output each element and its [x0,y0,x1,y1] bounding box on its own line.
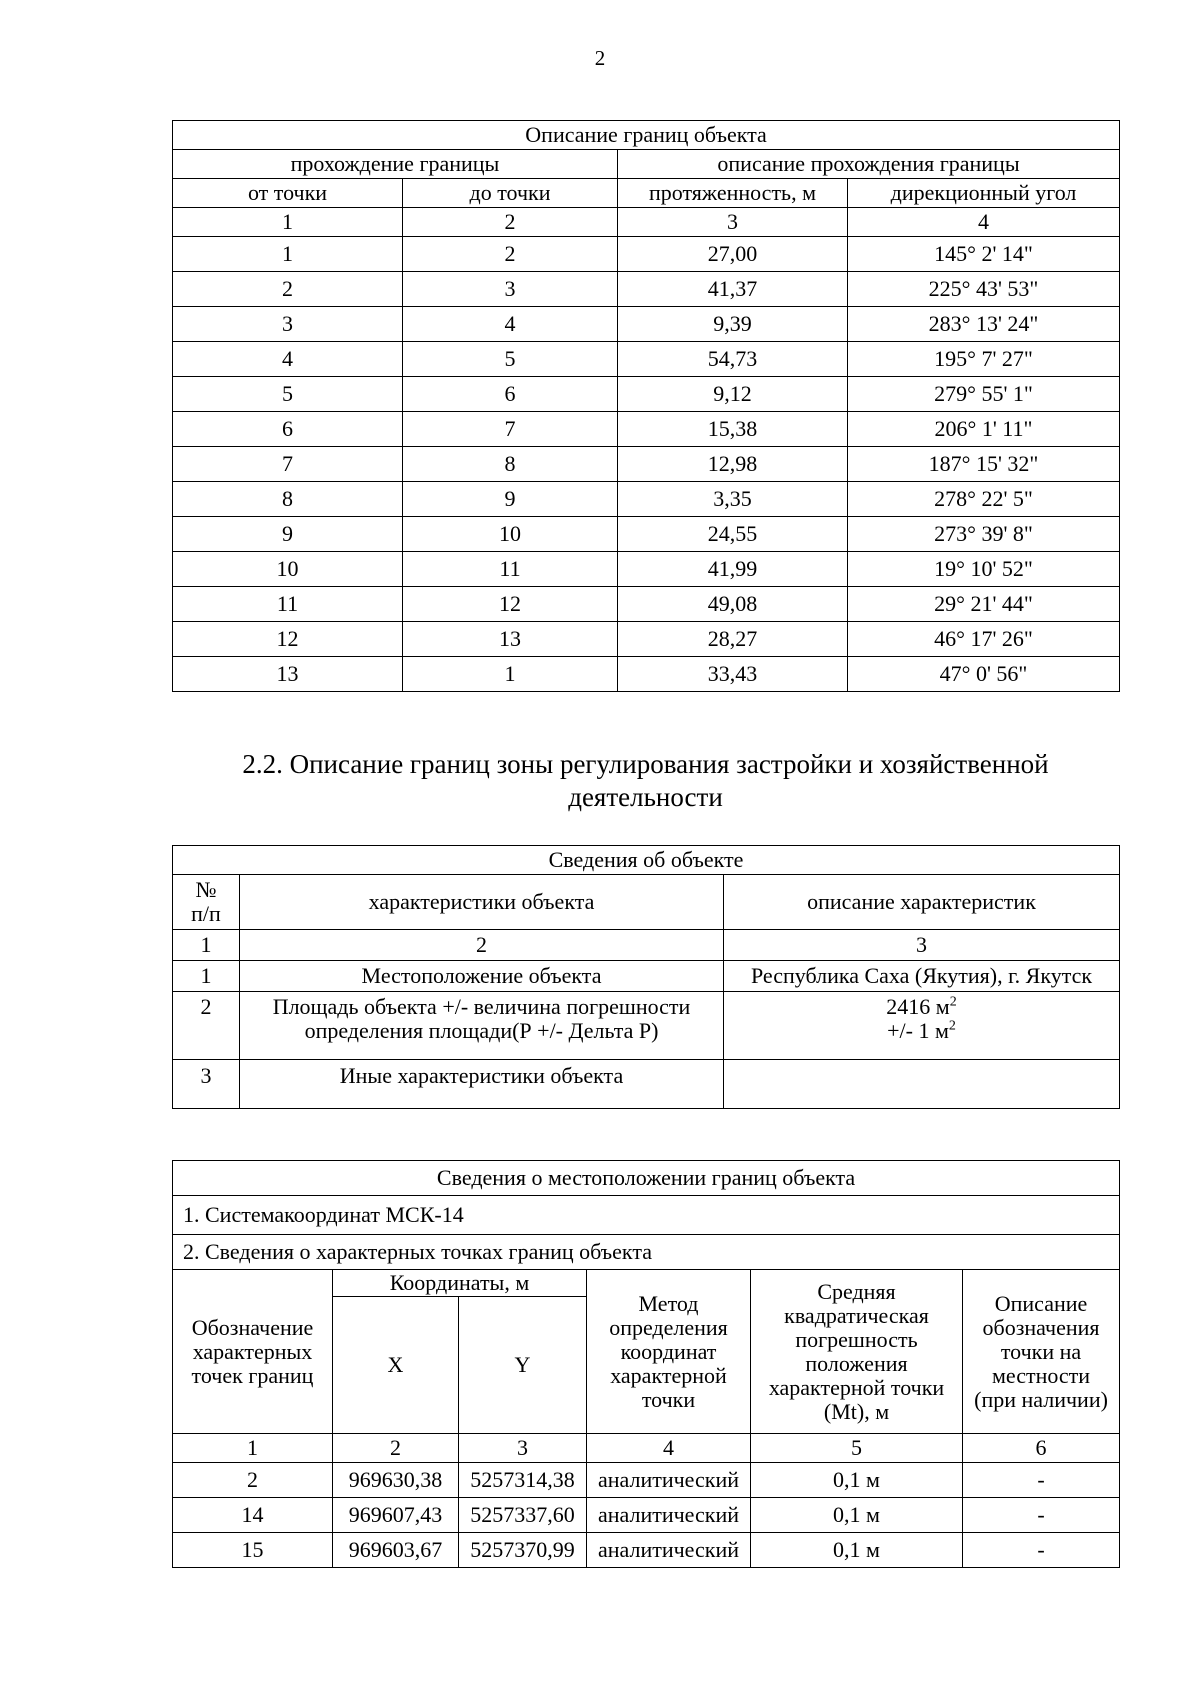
cell-number: 3 [173,1060,240,1109]
cell-length: 41,37 [618,272,848,307]
cell-to: 3 [403,272,618,307]
cell-length: 12,98 [618,447,848,482]
section-heading [172,748,1119,814]
cell-to: 9 [403,482,618,517]
table-row [173,342,1120,377]
column-number: 2 [333,1434,459,1463]
number-sign: № [195,877,217,902]
cell-from: 3 [173,307,403,342]
table-row [173,961,1120,992]
cell-other-description [724,1060,1120,1109]
cell-angle: 145° 2' 14" [848,237,1120,272]
cell-from: 4 [173,342,403,377]
cell-area [724,992,1120,1060]
cell-x: 969603,67 [333,1533,459,1568]
cell-from: 11 [173,587,403,622]
cell-from: 10 [173,552,403,587]
cell-from: 13 [173,657,403,692]
location-table [172,1160,1120,1568]
cell-number: 2 [173,992,240,1060]
table-row [173,1060,1120,1109]
cell-angle: 279° 55' 1" [848,377,1120,412]
table-row [173,992,1120,1060]
cell-x: 969630,38 [333,1463,459,1498]
points-heading: 2. Сведения о характерных точках границ объекта [173,1235,1120,1270]
cell-characteristic [240,992,724,1060]
cell-angle: 283° 13' 24" [848,307,1120,342]
cell-location: Республика Саха (Якутия), г. Якутск [724,961,1120,992]
cell-point-description: - [963,1463,1120,1498]
cell-y: 5257314,38 [459,1463,587,1498]
column-number: 2 [403,208,618,237]
table-row [173,237,1120,272]
cell-angle: 47° 0' 56" [848,657,1120,692]
cell-x: 969607,43 [333,1498,459,1533]
cell-to: 7 [403,412,618,447]
cell-angle: 46° 17' 26" [848,622,1120,657]
cell-angle: 187° 15' 32" [848,447,1120,482]
location-table-title: Сведения о местоположении границ объекта [173,1161,1120,1196]
cell-to: 10 [403,517,618,552]
cell-from: 8 [173,482,403,517]
column-header-from: от точки [173,179,403,208]
cell-point: 2 [173,1463,333,1498]
cell-length: 24,55 [618,517,848,552]
object-info-table [172,845,1120,1109]
cell-number: 1 [173,961,240,992]
table-row [173,552,1120,587]
column-numbers-row [173,1434,1120,1463]
cell-from: 9 [173,517,403,552]
cell-error: 0,1 м [751,1498,963,1533]
cell-from: 7 [173,447,403,482]
table-row [173,447,1120,482]
cell-length: 28,27 [618,622,848,657]
cell-from: 6 [173,412,403,447]
table-row [173,517,1120,552]
table-row [173,1498,1120,1533]
cell-from: 5 [173,377,403,412]
area-value [727,995,1116,1019]
column-numbers-row [173,930,1120,961]
table-row [173,482,1120,517]
column-header-angle: дирекционный угол [848,179,1120,208]
cell-to: 12 [403,587,618,622]
boundary-table [172,120,1120,692]
column-header-characteristics: характеристики объекта [240,875,724,930]
column-header-point-description: Описание обозначения точки на местности (при наличии) [963,1270,1120,1434]
cell-from: 12 [173,622,403,657]
column-number: 3 [459,1434,587,1463]
cell-y: 5257337,60 [459,1498,587,1533]
cell-to: 6 [403,377,618,412]
table-row [173,377,1120,412]
area-number: 2416 м [886,994,950,1019]
table-row [173,272,1120,307]
column-number: 4 [848,208,1120,237]
cell-angle: 19° 10' 52" [848,552,1120,587]
coordinate-system: 1. Системакоординат МСК-14 [173,1196,1120,1235]
cell-y: 5257370,99 [459,1533,587,1568]
column-header-length: протяженность, м [618,179,848,208]
group-header-passage: прохождение границы [173,150,618,179]
cell-method: аналитический [587,1533,751,1568]
column-header-coordinates: Координаты, м [333,1270,587,1297]
column-numbers-row [173,208,1120,237]
cell-length: 41,99 [618,552,848,587]
cell-to: 11 [403,552,618,587]
column-number: 1 [173,1434,333,1463]
table-row [173,657,1120,692]
cell-to: 4 [403,307,618,342]
column-header-number [173,875,240,930]
cell-error: 0,1 м [751,1533,963,1568]
cell-to: 1 [403,657,618,692]
column-number: 4 [587,1434,751,1463]
area-tolerance [727,1019,1116,1043]
cell-length: 54,73 [618,342,848,377]
page-number: 2 [594,46,606,70]
column-number: 1 [173,208,403,237]
cell-length: 49,08 [618,587,848,622]
cell-method: аналитический [587,1498,751,1533]
cell-angle: 273° 39' 8" [848,517,1120,552]
cell-length: 9,12 [618,377,848,412]
cell-point-description: - [963,1498,1120,1533]
column-header-error: Средняя квадратическая погрешность положения характерной точки (Mt), м [751,1270,963,1434]
area-unit-exponent: 2 [949,994,957,1010]
column-number: 3 [618,208,848,237]
table-row [173,587,1120,622]
area-label-line2: определения площади(Р +/- Дельта Р) [304,1018,659,1043]
column-number: 2 [240,930,724,961]
cell-point: 14 [173,1498,333,1533]
boundary-table-title: Описание границ объекта [173,121,1120,150]
column-number: 5 [751,1434,963,1463]
column-number: 1 [173,930,240,961]
group-header-description: описание прохождения границы [618,150,1120,179]
cell-length: 15,38 [618,412,848,447]
column-header-y: Y [459,1297,587,1434]
cell-length: 33,43 [618,657,848,692]
section-heading-line2: деятельности [568,782,723,812]
cell-angle: 195° 7' 27" [848,342,1120,377]
cell-from: 2 [173,272,403,307]
cell-point: 15 [173,1533,333,1568]
column-header-x: X [333,1297,459,1434]
tolerance-number: +/- 1 м [887,1018,949,1043]
table-row [173,622,1120,657]
tolerance-unit-exponent: 2 [948,1018,956,1034]
table-row [173,1463,1120,1498]
area-label-line1: Площадь объекта +/- величина погрешности [272,994,691,1019]
cell-to: 8 [403,447,618,482]
column-header-designation: Обозначение характерных точек границ [173,1270,333,1434]
column-header-description: описание характеристик [724,875,1120,930]
column-headers-row [173,179,1120,208]
table-row [173,1533,1120,1568]
section-heading-line1: 2.2. Описание границ зоны регулирования застройки и хозяйственной [242,749,1049,779]
cell-length: 3,35 [618,482,848,517]
cell-length: 9,39 [618,307,848,342]
cell-angle: 225° 43' 53" [848,272,1120,307]
cell-characteristic: Местоположение объекта [240,961,724,992]
column-header-method: Метод определения координат характерной точки [587,1270,751,1434]
cell-to: 5 [403,342,618,377]
cell-angle: 29° 21' 44" [848,587,1120,622]
object-info-title: Сведения об объекте [173,846,1120,875]
cell-angle: 278° 22' 5" [848,482,1120,517]
table-row [173,307,1120,342]
cell-length: 27,00 [618,237,848,272]
column-number: 3 [724,930,1120,961]
pp-label: п/п [191,901,221,926]
column-number: 6 [963,1434,1120,1463]
cell-to: 2 [403,237,618,272]
cell-angle: 206° 1' 11" [848,412,1120,447]
cell-to: 13 [403,622,618,657]
cell-point-description: - [963,1533,1120,1568]
column-header-to: до точки [403,179,618,208]
cell-from: 1 [173,237,403,272]
table-row [173,412,1120,447]
cell-characteristic: Иные характеристики объекта [240,1060,724,1109]
cell-error: 0,1 м [751,1463,963,1498]
cell-method: аналитический [587,1463,751,1498]
